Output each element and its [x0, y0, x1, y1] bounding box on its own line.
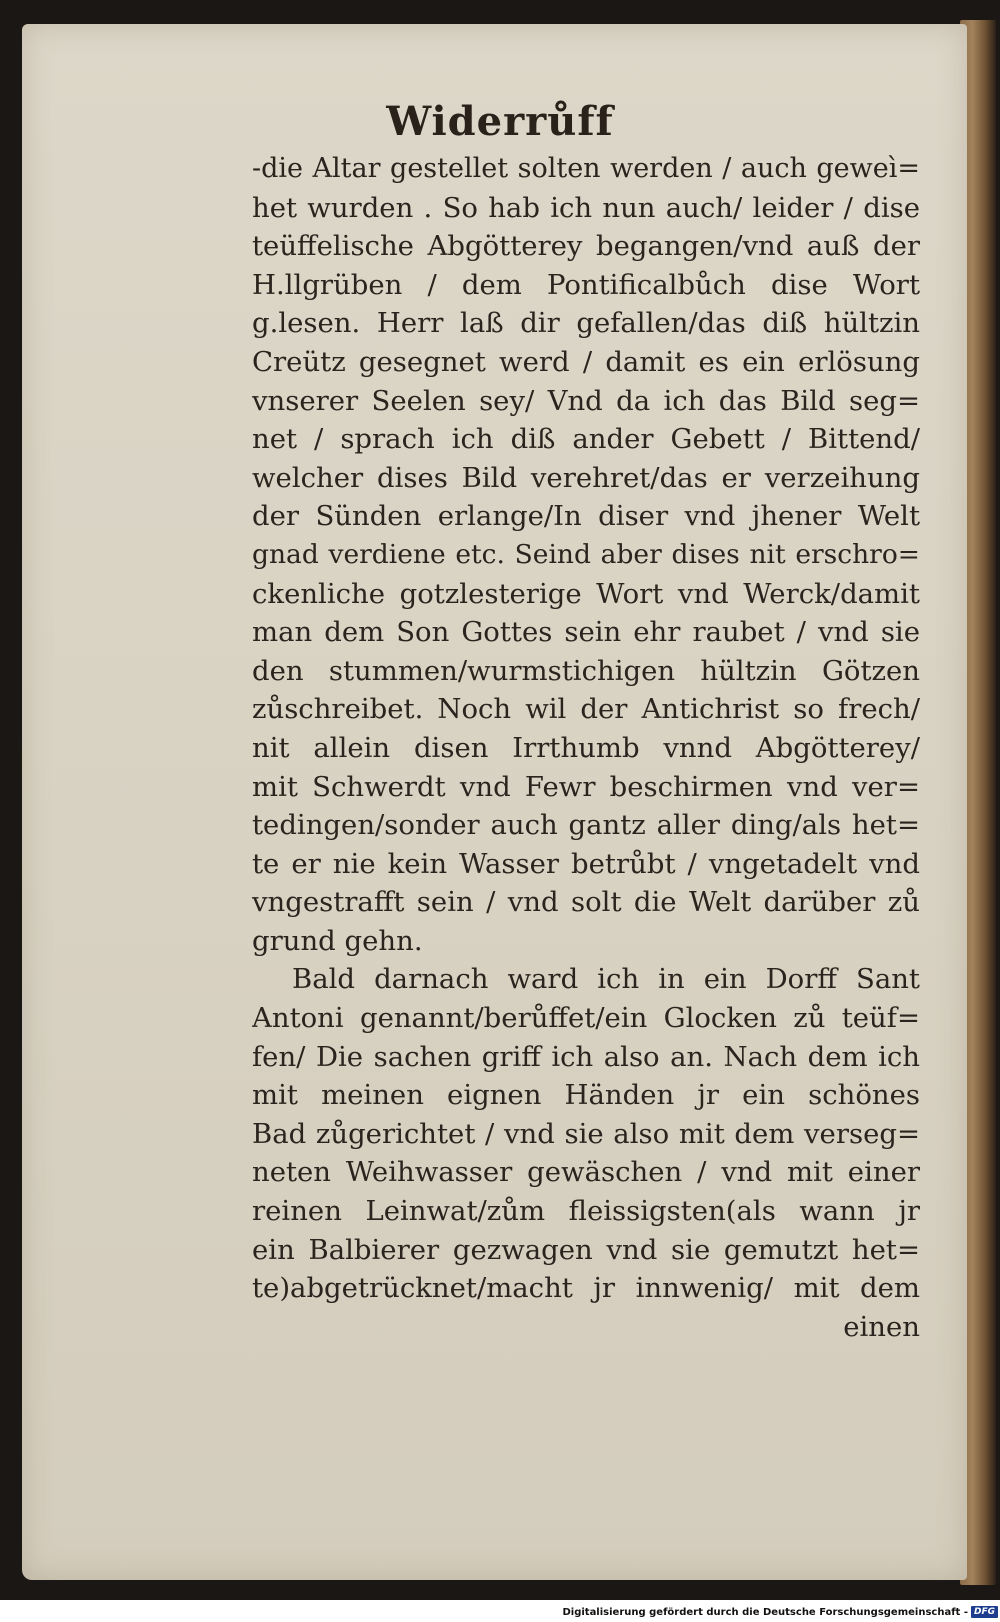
text-line: nit allein disen Irrthumb vnnd Abgötterey/	[252, 731, 920, 764]
text-line: H.llgrüben / dem Pontificalbůch dise Wort	[252, 268, 920, 301]
text-line: reinen Leinwat/zům fleissigsten(als wann jr	[252, 1195, 920, 1228]
text-line: tedingen/sonder auch gantz aller ding/als het=	[252, 809, 920, 842]
text-line: Antoni genannt/berůffet/ein Glocken zů teüf=	[252, 1002, 920, 1035]
text-line: mit meinen eignen Händen jr ein schönes	[252, 1079, 920, 1112]
text-line: ckenliche gotzlesterige Wort vnd Werck/damit	[252, 577, 920, 610]
text-line: ein Balbierer gezwagen vnd sie gemutzt het=	[252, 1233, 920, 1266]
text-line: zůschreibet. Noch wil der Antichrist so frech/	[252, 693, 920, 726]
footer-credit	[562, 1604, 998, 1620]
text-line: man dem Son Gottes sein ehr raubet / vnd sie	[252, 616, 920, 649]
text-block	[252, 150, 920, 1346]
text-line: welcher dises Bild verehret/das er verzeihung	[252, 461, 920, 494]
footer-text: Digitalisierung gefördert durch die Deutsche Forschungsgemeinschaft -	[562, 1606, 968, 1618]
text-line: fen/ Die sachen griff ich also an. Nach dem ich	[252, 1040, 920, 1073]
text-line: het wurden . So hab ich nun auch/ leider / dise	[252, 191, 920, 224]
text-line: teüffelische Abgötterey begangen/vnd auß der	[252, 230, 920, 263]
text-line: -die Altar gestellet solten werden / auch geweì=	[252, 153, 920, 184]
text-line: gnad verdiene etc. Seind aber dises nit erschro=	[252, 538, 920, 570]
text-line: neten Weihwasser gewäschen / vnd mit einer	[252, 1156, 920, 1189]
text-line: mit Schwerdt vnd Fewr beschirmen vnd ver=	[252, 770, 920, 803]
text-line: net / sprach ich diß ander Gebett / Bittend/	[252, 423, 920, 456]
running-head: Widerrůff	[386, 98, 614, 145]
dfg-logo: DFG	[971, 1606, 998, 1618]
text-line: vnserer Seelen sey/ Vnd da ich das Bild seg=	[252, 384, 920, 417]
text-line: vngestrafft sein / vnd solt die Welt darüber zů	[252, 886, 920, 919]
text-line: Bad zůgerichtet / vnd sie also mit dem verseg=	[252, 1117, 920, 1150]
text-line: g.lesen. Herr laß dir gefallen/das diß hültzin	[252, 307, 920, 340]
text-line: te er nie kein Wasser betrůbt / vngetadelt vnd	[252, 847, 920, 880]
text-line: Bald darnach ward ich in ein Dorff Sant	[292, 963, 920, 996]
text-line: den stummen/wurmstichigen hültzin Götzen	[252, 654, 920, 687]
text-line: Creütz gesegnet werd / damit es ein erlösung	[252, 345, 920, 378]
text-line: der Sünden erlange/In diser vnd jhener Welt	[252, 500, 920, 533]
text-line: grund gehn.	[252, 924, 423, 957]
catchword: einen	[843, 1310, 920, 1343]
text-line: te)abgetrücknet/macht jr innwenig/ mit dem	[252, 1272, 920, 1305]
